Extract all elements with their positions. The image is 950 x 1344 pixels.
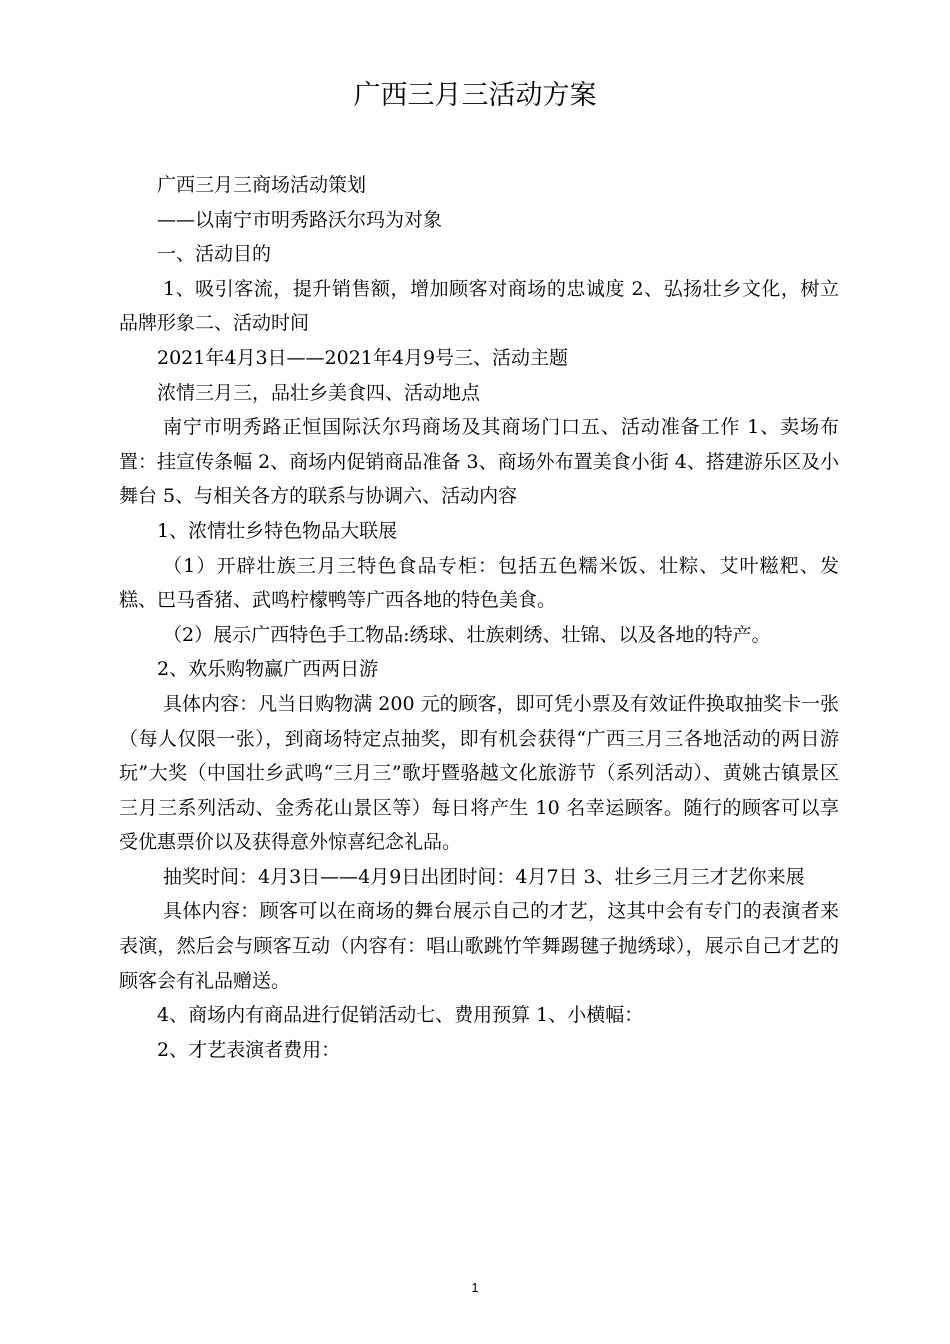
page-number: 1 [471, 1280, 479, 1295]
paragraph-time: 2021年4月3日——2021年4月9号三、活动主题 [157, 346, 569, 369]
paragraph-item-1: 1、浓情壮乡特色物品大联展 [157, 519, 398, 542]
paragraph-lottery-time: 抽奖时间：4月3日——4月9日出团时间：4月7日 3、壮乡三月三才艺你来展 [163, 865, 805, 888]
paragraph-item-4: 4、商场内有商品进行促销活动七、费用预算 1、小横幅： [157, 1004, 644, 1027]
paragraph-purpose: 1、吸引客流，提升销售额，增加顾客对商场的忠诚度 2、弘扬壮乡文化，树立品牌形象二、活动时间 [119, 277, 839, 335]
paragraph-item-3-detail: 具体内容：顾客可以在商场的舞台展示自己的才艺，这其中会有专门的表演者来表演，然后会与顾客互动（内容有：唱山歌跳竹竿舞踢毽子抛绣球），展示自己才艺的顾客会有礼品赠送。 [119, 900, 839, 992]
paragraph-target: ——以南宁市明秀路沃尔玛为对象 [157, 208, 443, 231]
heading-purpose: 一、活动目的 [157, 243, 272, 266]
paragraph-theme: 浓情三月三，品壮乡美食四、活动地点 [157, 381, 481, 404]
paragraph-item-2: 2、欢乐购物赢广西两日游 [157, 658, 379, 681]
paragraph-subtitle: 广西三月三商场活动策划 [157, 174, 367, 196]
paragraph-item-1-2: （2）展示广西特色手工物品:绣球、壮族刺绣、壮锦、以及各地的特产。 [163, 623, 771, 646]
paragraph-budget-2: 2、才艺表演者费用： [157, 1038, 341, 1061]
paragraph-item-2-detail: 具体内容：凡当日购物满 200 元的顾客，即可凭小票及有效证件换取抽奖卡一张（每人仅限一张），到商场特定点抽奖，即有机会获得“广西三月三各地活动的两日游玩”大奖（中国壮乡武鸣“三月三”歌圩暨骆越文化旅游节（系列活动）、黄姚古镇景区三月三系列活动、金秀花山景区等）每日将产生 10 名幸运顾客。随行的顾客可以享受优惠票价以及获得意外惊喜纪念礼品。 [119, 692, 839, 854]
document-body [119, 168, 839, 1067]
paragraph-item-1-1: （1）开辟壮族三月三特色食品专柜：包括五色糯米饭、壮粽、艾叶糍粑、发糕、巴马香猪、武鸣柠檬鸭等广西各地的特色美食。 [119, 554, 839, 612]
document-title: 广西三月三活动方案 [353, 80, 597, 111]
paragraph-location: 南宁市明秀路正恒国际沃尔玛商场及其商场门口五、活动准备工作 1、卖场布置：挂宣传条幅 2、商场内促销商品准备 3、商场外布置美食小街 4、搭建游乐区及小舞台 5、与相关各方的联系与协调六、活动内容 [119, 416, 839, 508]
